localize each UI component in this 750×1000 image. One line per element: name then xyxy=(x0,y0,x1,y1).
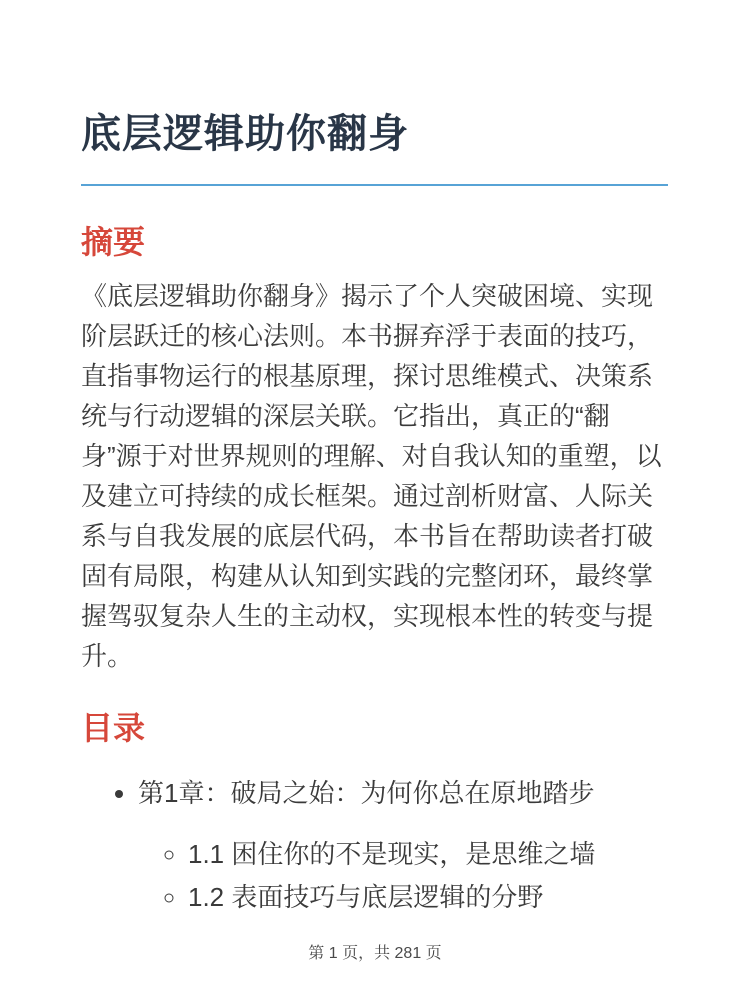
toc-item-chapter-1 xyxy=(138,772,668,919)
title-divider xyxy=(81,184,668,186)
abstract-text: 《底层逻辑助你翻身》揭示了个人突破困境、实现阶层跃迁的核心法则。本书摒弃浮于表面的技巧，直指事物运行的根基原理，探讨思维模式、决策系统与行动逻辑的深层关联。它指出，真正的“翻身”源于对世界规则的理解、对自我认知的重塑，以及建立可持续的成长框架。通过剖析财富、人际关系与自我发展的底层代码，本书旨在帮助读者打破固有局限，构建从认知到实践的完整闭环，最终掌握驾驭复杂人生的主动权，实现根本性的转变与提升。 xyxy=(81,281,662,671)
toc-sublist-chapter-1 xyxy=(138,833,668,919)
abstract-heading: 摘要 xyxy=(81,224,146,260)
toc-heading: 目录 xyxy=(81,710,146,746)
toc-item-chapter-1-label: 第1章：破局之始：为何你总在原地踏步 xyxy=(138,778,595,808)
page-number-footer: 第 1 页，共 281 页 xyxy=(308,945,442,962)
toc-item-1-1: ◦ 1.1 困住你的不是现实，是思维之墙 xyxy=(188,833,668,876)
toc-item-1-2: ◦ 1.2 表面技巧与底层逻辑的分野 xyxy=(188,876,668,919)
toc-list xyxy=(81,772,668,919)
page-title: 底层逻辑助你翻身 xyxy=(81,112,409,156)
